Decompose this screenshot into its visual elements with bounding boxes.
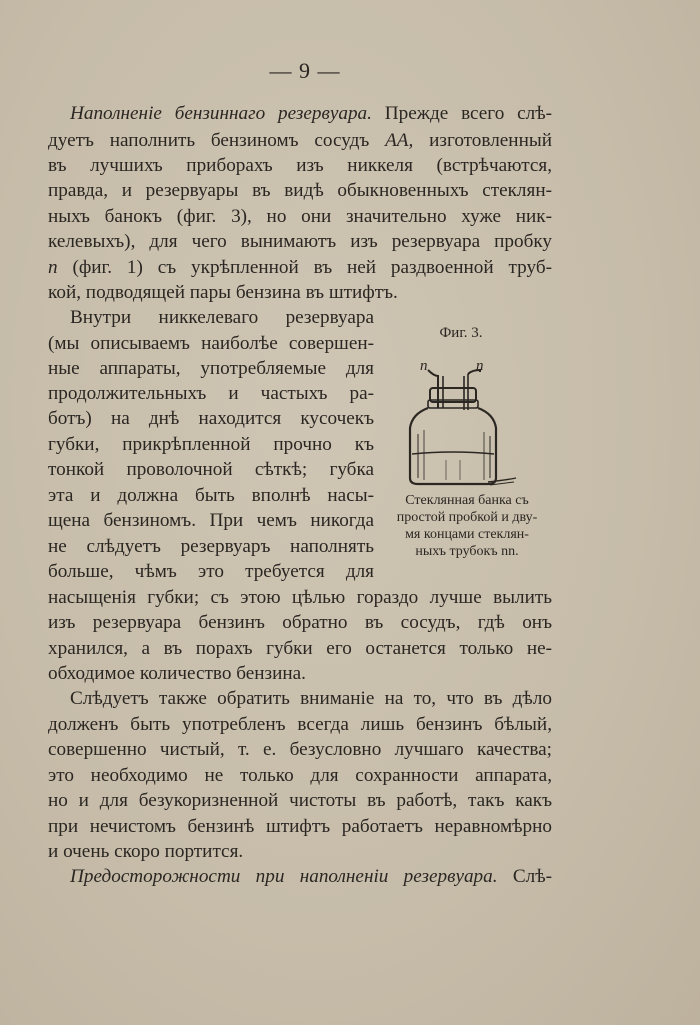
paragraph1-line8: кой, подводящей пары бензина въ штифтъ. [48, 282, 398, 303]
paragraph3-line: Слѣдуетъ также обратить вниманіе на то, что въ дѣло [70, 688, 552, 709]
page-number: — 9 — [269, 58, 341, 83]
figure-caption: Стеклянная банка съ простой пробкой и дву- мя концами стеклян- ныхъ трубокъ nn. [396, 493, 538, 559]
paragraph2-line: изъ резервуара бензинъ обратно въ сосудъ, гдѣ онъ [48, 612, 552, 633]
paragraph2-line: не слѣдуетъ резервуаръ наполнять [48, 536, 374, 557]
paragraph2-line: ботъ) на днѣ находится кусочекъ [48, 408, 374, 429]
paragraph4-heading: Предосторожности при наполненіи резервуара. [70, 866, 498, 887]
paragraph3-line: и очень скоро портится. [48, 841, 244, 862]
paragraph2-line: больше, чѣмъ это требуется для [48, 561, 374, 582]
paragraph2-line: Внутри никкелеваго резервуара [70, 307, 374, 328]
paragraph2-line: насыщенія губки; съ этою цѣлью гораздо лучше вылить [48, 587, 552, 608]
paragraph1-line3: въ лучшихъ приборахъ изъ никкеля (встрѣчаются, [48, 155, 552, 176]
glass-jar-illustration [398, 350, 528, 490]
paragraph2-line: губки, прикрѣпленной прочно къ [48, 434, 374, 455]
paragraph1-line4: правда, и резервуары въ видѣ обыкновенныхъ стеклян- [48, 180, 552, 201]
paragraph2-line: тонкой проволочной сѣткѣ; губка [48, 459, 374, 480]
paragraph3-line: долженъ быть употребленъ всегда лишь бензинъ бѣлый, [48, 714, 552, 735]
paragraph2-line: хранился, а въ порахъ губки его останется только не- [48, 638, 552, 659]
tube-label-right: n [476, 358, 484, 374]
paragraph2-line: щена бензиномъ. При чемъ никогда [48, 510, 374, 531]
paragraph3-line: это необходимо не только для сохранности аппарата, [48, 765, 552, 786]
paragraph2-line: обходимое количество бензина. [48, 663, 306, 684]
paragraph2-line: эта и должна быть вполнѣ насы- [48, 485, 374, 506]
paragraph3-line: при нечистомъ бензинѣ штифтъ работаетъ неравномѣрно [48, 816, 552, 837]
paragraph1-line6: келевыхъ), для чего вынимаютъ изъ резервуара пробку [48, 231, 552, 252]
paragraph2-line: (мы описываемъ наиболѣе совершен- [48, 333, 374, 354]
paragraph3-line: совершенно чистый, т. е. безусловно лучшаго качества; [48, 739, 552, 760]
paragraph2-line: ные аппараты, употребляемые для [48, 358, 374, 379]
paragraph4-line1: Предосторожности при наполненіи резервуара. Слѣ- [70, 866, 553, 887]
paragraph2-line: продолжительныхъ и частыхъ ра- [48, 383, 374, 404]
paragraph3-line: но и для безукоризненной чистоты въ работѣ, такъ какъ [48, 790, 552, 811]
paragraph1-line1: Наполненіе бензиннаго резервуара. Прежде всего слѣ- [70, 103, 553, 124]
paragraph1-heading: Наполненіе бензиннаго резервуара. [70, 103, 372, 124]
paragraph1-line7: n (фиг. 1) съ укрѣпленной въ ней раздвоенной труб- [48, 257, 552, 278]
paragraph1-line2: дуетъ наполнить бензиномъ сосудъ АА, изготовленный [48, 130, 552, 151]
tube-label-left: n [420, 358, 428, 374]
figure-3 [378, 320, 558, 570]
figure-title: Фиг. 3. [439, 325, 483, 341]
paragraph1-line5: ныхъ банокъ (фиг. 3), но они значительно хуже ник- [48, 206, 552, 227]
